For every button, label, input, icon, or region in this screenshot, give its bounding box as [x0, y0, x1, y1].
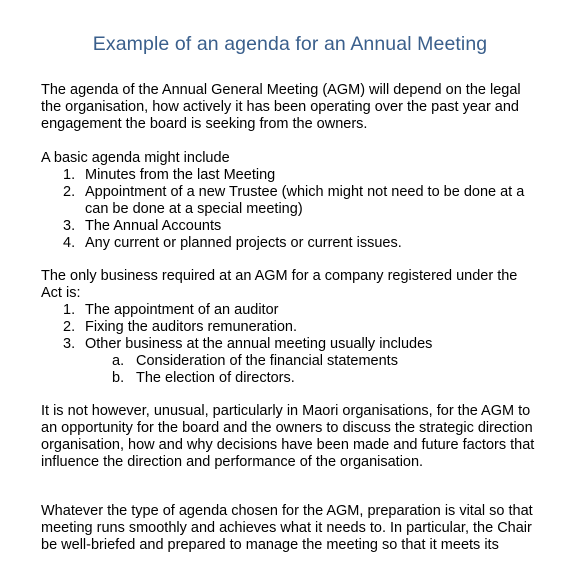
- list-item: [41, 319, 541, 336]
- list-number: 2.: [63, 319, 76, 335]
- list-item-continuation: can be done at a special meeting): [85, 201, 303, 217]
- list-item: [41, 302, 541, 319]
- paragraph-line: Whatever the type of agenda chosen for the AGM, preparation is vital so that: [41, 503, 533, 519]
- sub-list-item-text: The election of directors.: [136, 370, 295, 386]
- list-item-text: The appointment of an auditor: [85, 302, 279, 318]
- closing-paragraph: [41, 503, 541, 554]
- list-number: 1.: [63, 167, 76, 183]
- list-item-text: Any current or planned projects or current issues.: [85, 235, 402, 251]
- business-lead-line: Act is:: [41, 285, 81, 301]
- paragraph-line: meeting runs smoothly and achieves what it needs to. In particular, the Chair: [41, 520, 532, 536]
- business-lead-line: The only business required at an AGM for a company registered under the: [41, 268, 518, 284]
- intro-paragraph: [41, 82, 541, 133]
- sub-list-letter: a.: [112, 353, 125, 369]
- basic-agenda-lead: A basic agenda might include: [41, 150, 230, 166]
- list-item-text: Other business at the annual meeting usually includes: [85, 336, 433, 352]
- sub-list-item-text: Consideration of the financial statements: [136, 353, 398, 369]
- required-business-section: [41, 268, 541, 387]
- intro-line: engagement the board is seeking from the owners.: [41, 116, 368, 132]
- list-item: [41, 184, 541, 201]
- intro-line: the organisation, how actively it has been operating over the past year and: [41, 99, 519, 115]
- paragraph-line: It is not however, unusual, particularly in Maori organisations, for the AGM to: [41, 403, 531, 419]
- list-item: [41, 235, 541, 252]
- sub-list-item: [41, 353, 541, 370]
- maori-paragraph: [41, 403, 541, 471]
- list-number: 3.: [63, 336, 76, 352]
- list-number: 1.: [63, 302, 76, 318]
- list-item-text: The Annual Accounts: [85, 218, 222, 234]
- document-title: Example of an agenda for an Annual Meeting: [92, 33, 488, 55]
- basic-agenda-section: [41, 150, 541, 252]
- sub-list-letter: b.: [112, 370, 125, 386]
- list-item-text: Minutes from the last Meeting: [85, 167, 276, 183]
- paragraph-line: influence the direction and performance of the organisation.: [41, 454, 424, 470]
- paragraph-line: an opportunity for the board and the owners to discuss the strategic direction: [41, 420, 533, 436]
- list-item: [41, 167, 541, 184]
- list-item: [41, 336, 541, 353]
- list-item-text: Fixing the auditors remuneration.: [85, 319, 297, 335]
- list-number: 4.: [63, 235, 76, 251]
- paragraph-line: organisation, how and why decisions have been made and future factors that: [41, 437, 535, 453]
- sub-list-item: [41, 370, 541, 387]
- list-item-text: Appointment of a new Trustee (which might not need to be done at a: [85, 184, 525, 200]
- list-number: 3.: [63, 218, 76, 234]
- intro-line: The agenda of the Annual General Meeting (AGM) will depend on the legal: [41, 82, 521, 98]
- paragraph-line: be well-briefed and prepared to manage the meeting so that it meets its: [41, 537, 499, 553]
- list-item: [41, 218, 541, 235]
- list-number: 2.: [63, 184, 76, 200]
